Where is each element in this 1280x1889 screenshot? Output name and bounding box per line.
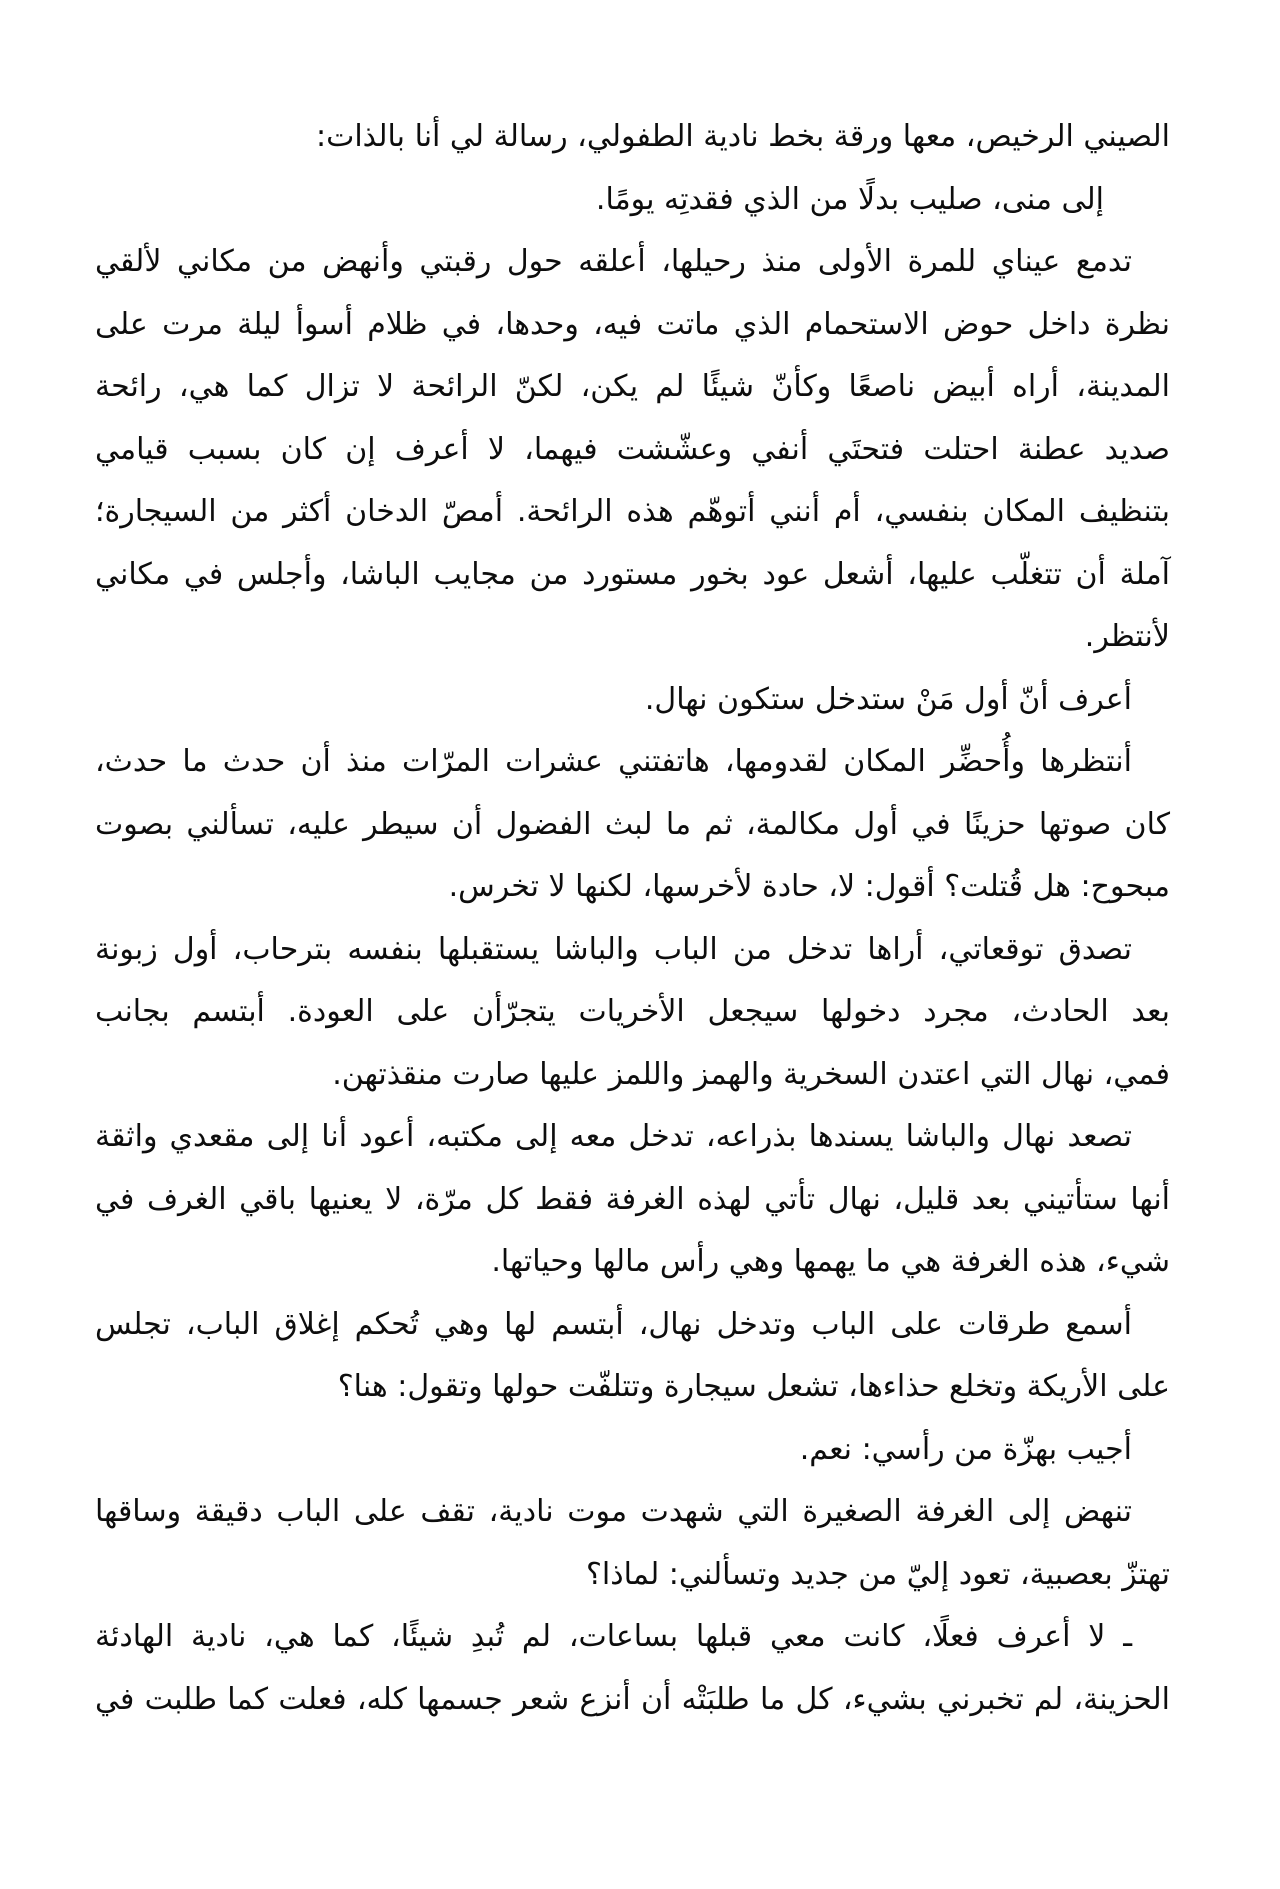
page-text [95, 106, 1170, 1731]
text-line: آملة أن تتغلّب عليها، أشعل عود بخور مستورد من مجايب الباشا، وأجلس في مكاني [95, 556, 1170, 592]
text-line: إلى منى، صليب بدلًا من الذي فقدتِه يومًا. [595, 181, 1104, 217]
text-line: الصيني الرخيص، معها ورقة بخط نادية الطفولي، رسالة لي أنا بالذات: [315, 119, 1170, 154]
text-line: بتنظيف المكان بنفسي، أم أنني أتوهّم هذه الرائحة. أمصّ الدخان أكثر من السيجارة؛ [95, 494, 1170, 529]
text-line: تصعد نهال والباشا يسندها بذراعه، تدخل معه إلى مكتبه، أعود أنا إلى مقعدي واثقة [95, 1119, 1132, 1154]
text-line: أنها ستأتيني بعد قليل، نهال تأتي لهذه الغرفة فقط كل مرّة، لا يعنيها باقي الغرف في [95, 1181, 1170, 1217]
text-line: أنتظرها وأُحضِّر المكان لقدومها، هاتفتني عشرات المرّات منذ أن حدث ما حدث، [95, 744, 1132, 779]
text-line: كان صوتها حزينًا في أول مكالمة، ثم ما لبث الفضول أن سيطر عليه، تسألني بصوت [95, 806, 1170, 842]
text-line: تصدق توقعاتي، أراها تدخل من الباب والباشا يستقبلها بنفسه بترحاب، أول زبونة [95, 931, 1132, 967]
text-line: بعد الحادث، مجرد دخولها سيجعل الأخريات يتجرّأن على العودة. أبتسم بجانب [95, 994, 1170, 1029]
text-line: مبحوح: هل قُتلت؟ أقول: لا، حادة لأخرسها، لكنها لا تخرس. [448, 869, 1170, 904]
text-line: تدمع عيناي للمرة الأولى منذ رحيلها، أعلقه حول رقبتي وأنهض من مكاني لألقي [95, 244, 1132, 279]
text-line: فمي، نهال التي اعتدن السخرية والهمز واللمز عليها صارت منقذتهن. [332, 1056, 1170, 1092]
text-line: صديد عطنة احتلت فتحتَي أنفي وعشّشت فيهما، لا أعرف إن كان بسبب قيامي [95, 431, 1170, 467]
text-line: الحزينة، لم تخبرني بشيء، كل ما طلبَتْه أن أنزع شعر جسمها كله، فعلت كما طلبت في [95, 1681, 1170, 1717]
text-line: أسمع طرقات على الباب وتدخل نهال، أبتسم لها وهي تُحكم إغلاق الباب، تجلس [95, 1306, 1132, 1342]
text-line: ـ لا أعرف فعلًا، كانت معي قبلها بساعات، لم تُبدِ شيئًا، كما هي، نادية الهادئة [95, 1619, 1132, 1654]
text-line: نظرة داخل حوض الاستحمام الذي ماتت فيه، وحدها، في ظلام أسوأ ليلة مرت على [95, 306, 1170, 342]
text-line: شيء، هذه الغرفة هي ما يهمها وهي رأس مالها وحياتها. [491, 1244, 1170, 1279]
text-line: أجيب بهزّة من رأسي: نعم. [799, 1431, 1132, 1467]
text-line: المدينة، أراه أبيض ناصعًا وكأنّ شيئًا لم يكن، لكنّ الرائحة لا تزال كما هي، رائحة [95, 369, 1170, 404]
text-line: تنهض إلى الغرفة الصغيرة التي شهدت موت نادية، تقف على الباب دقيقة وساقها [95, 1494, 1132, 1529]
text-line: لأنتظر. [1084, 619, 1170, 654]
text-line: على الأريكة وتخلع حذاءها، تشعل سيجارة وتتلفّت حولها وتقول: هنا؟ [337, 1369, 1170, 1404]
text-line: أعرف أنّ أول مَنْ ستدخل ستكون نهال. [644, 681, 1132, 717]
text-line: تهتزّ بعصبية، تعود إليّ من جديد وتسألني: لماذا؟ [586, 1556, 1170, 1592]
